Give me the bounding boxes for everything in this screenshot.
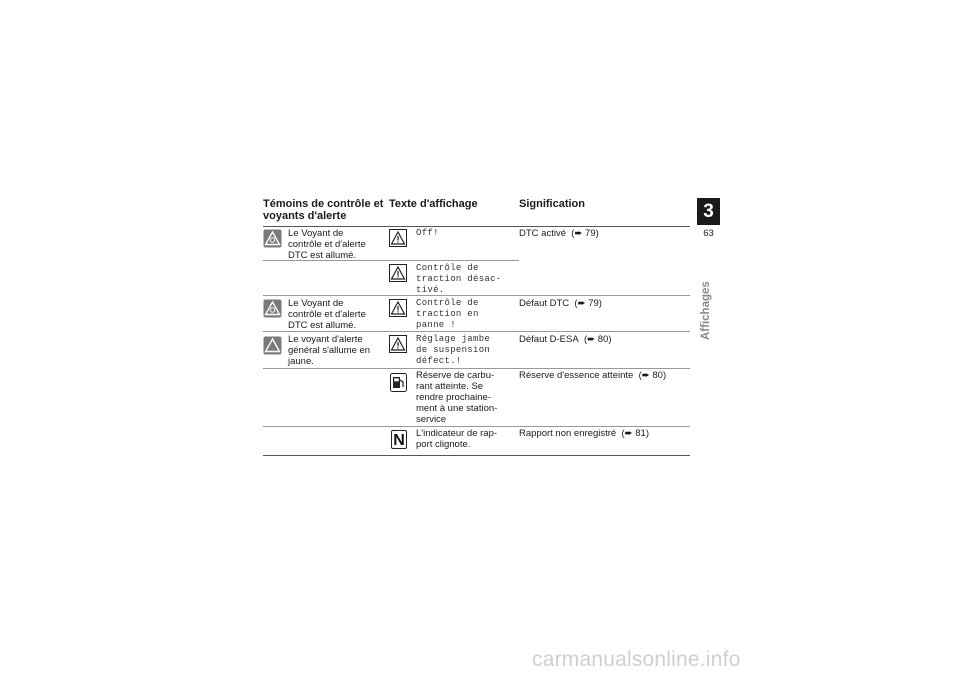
indicator-text: Le Voyant de contrôle et d'alerte DTC est allumé. <box>288 228 366 261</box>
neutral-gear-icon: N <box>391 430 407 449</box>
display-text: Réglage jambe de suspension défect.! <box>416 334 491 366</box>
row-divider <box>263 295 690 296</box>
meaning-text: Défaut D-ESA (➨ 80) <box>519 334 612 345</box>
header-display-text: Texte d'affichage <box>389 198 478 210</box>
header-indicators: Témoins de contrôle et voyants d'alerte <box>263 198 384 222</box>
table-bottom-rule <box>263 455 690 456</box>
display-text: Contrôle de traction en panne ! <box>416 298 479 330</box>
warning-triangle-icon <box>389 229 407 247</box>
warning-triangle-icon <box>389 299 407 317</box>
dtc-warning-icon <box>263 229 282 248</box>
page-ref[interactable]: 80 <box>652 370 663 381</box>
meaning-text: Rapport non enregistré (➨ 81) <box>519 428 649 439</box>
row-divider <box>263 368 690 369</box>
page-ref[interactable]: 79 <box>588 298 599 309</box>
watermark: carmanualsonline.info <box>532 648 741 671</box>
chapter-number: 3 <box>697 198 720 225</box>
indicator-text: Le Voyant de contrôle et d'alerte DTC est allumé. <box>288 298 366 331</box>
row-divider <box>263 331 690 332</box>
display-text: Off! <box>416 228 439 238</box>
row-divider <box>263 426 690 427</box>
general-warning-icon <box>263 336 282 355</box>
page-number: 63 <box>703 228 714 239</box>
header-rule <box>263 226 690 227</box>
display-text: Réserve de carbu-rant atteinte. Se rendre prochaine-ment à une station-service <box>416 370 498 425</box>
indicator-text: Le voyant d'alerte général s'allume en jaune. <box>288 334 371 367</box>
warning-triangle-icon <box>389 335 407 353</box>
page-ref-arrow-icon: ➨ <box>624 428 633 439</box>
warning-triangle-icon <box>389 264 407 282</box>
meaning-text: Défaut DTC (➨ 79) <box>519 298 602 309</box>
row-divider <box>263 260 519 261</box>
page-ref[interactable]: 81 <box>635 428 646 439</box>
dtc-warning-icon <box>263 299 282 318</box>
header-meaning: Signification <box>519 198 585 210</box>
page-ref[interactable]: 79 <box>585 228 596 239</box>
page-ref-arrow-icon: ➨ <box>574 228 583 239</box>
fuel-pump-icon <box>390 373 407 392</box>
display-text: Contrôle de traction désac-tivé. <box>416 263 502 295</box>
page-ref[interactable]: 80 <box>597 334 609 345</box>
page-ref-arrow-icon: ➨ <box>587 334 596 345</box>
chapter-title: Affichages <box>700 281 712 340</box>
meaning-text: DTC activé (➨ 79) <box>519 228 599 239</box>
display-text: L'indicateur de rap-port clignote. <box>416 428 498 450</box>
meaning-text: Réserve d'essence atteinte (➨ 80) <box>519 370 667 381</box>
page-ref-arrow-icon: ➨ <box>577 298 586 309</box>
page-ref-arrow-icon: ➨ <box>641 370 650 381</box>
